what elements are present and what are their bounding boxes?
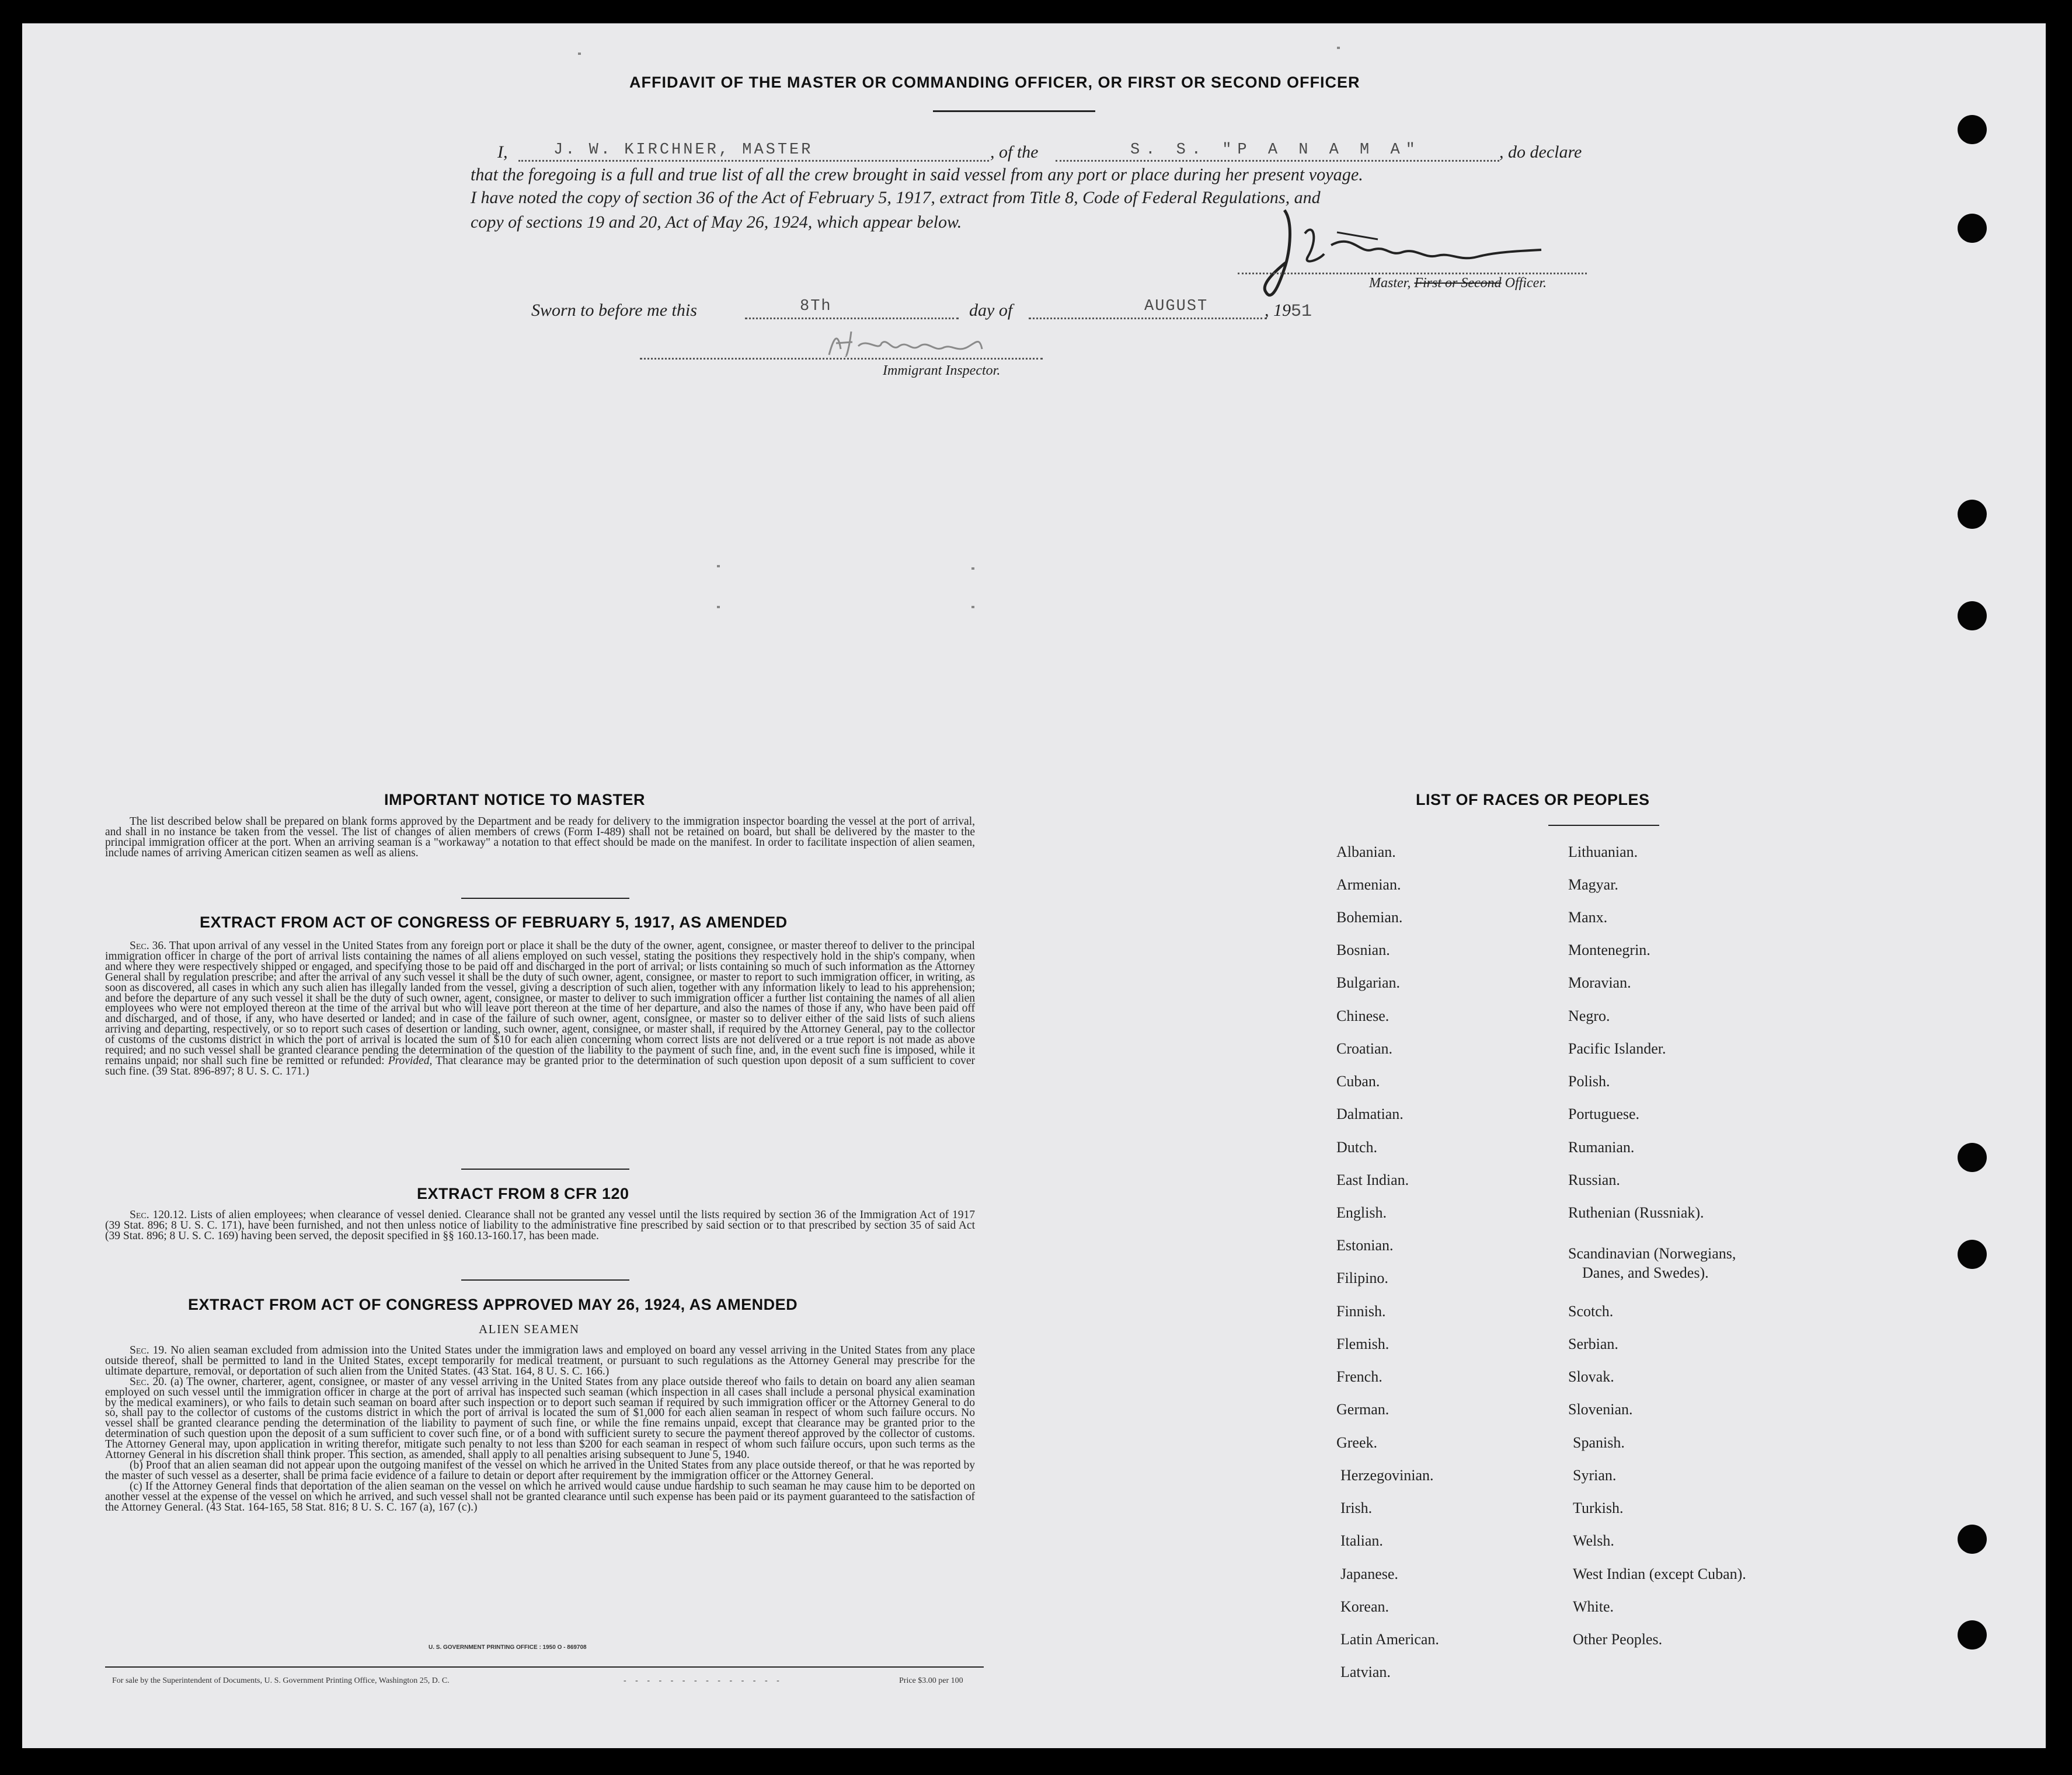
- race-col1-item: Finnish.: [1336, 1303, 1386, 1320]
- master-signature-line: [1238, 273, 1587, 274]
- year-label: [1265, 301, 1312, 322]
- race-col2-item: Scandinavian (Norwegians,: [1568, 1245, 1736, 1262]
- affidavit-title: AFFIDAVIT OF THE MASTER OR COMMANDING OFFICER, OR FIRST OR SECOND OFFICER: [629, 74, 1360, 91]
- race-col1-item: Korean.: [1340, 1598, 1390, 1615]
- officer-label-struck: First or Second: [1414, 276, 1502, 291]
- binder-hole: [1958, 1525, 1987, 1554]
- race-col1-item: Dutch.: [1336, 1139, 1378, 1156]
- sec-20a-text: (a) The owner, charterer, agent, consignee, or master of any vessel arriving in the United States from any place outside thereof who fails to detain on board any alien seaman employed on such vessel until the immigration officer in charge at the port of arrival has inspected such seaman (which inspection in all cases shall include a personal physical examination by the medical examiners), or who fails to detain such seaman on board after such inspection or to deport such seaman if required by such immigration officer or the Attorney General to do so, shall pay to the collector of customs of the customs district in which the port of arrival is located the sum of $1,000 for each alien seaman in respect of whom such failure occurs. No vessel shall be granted clearance pending the determination of the liability to payment of such fine, or while the fine remains unpaid, except that clearance may be granted prior to the determination of such question upon the deposit of a sum sufficient to cover such fine, or of a bond with sufficient surety to secure the payment thereof approved by the collector of customs. The Attorney General may, upon application in writing therefor, mitigate such penalty to not less than $200 for each seaman in respect of whom such failure occurs, upon such terms as the Attorney General in his discretion shall think proper. This section, as amended, shall apply to all penalties arising subsequent to June 5, 1940.: [105, 1375, 975, 1462]
- sec-36-text-b: That clearance may be granted prior to the determination of such question upon deposit of a sum sufficient to cover such fine. (39 Stat. 896-897; 8 U. S. C. 171.): [105, 1054, 975, 1077]
- year-field[interactable]: 51: [1291, 302, 1312, 322]
- binder-hole: [1958, 214, 1987, 243]
- sec-36-label: Sec. 36.: [130, 940, 166, 952]
- race-col2-item: Rumanian.: [1568, 1139, 1635, 1156]
- race-col2-item: Manx.: [1568, 909, 1608, 926]
- do-declare-label: , do declare: [1499, 142, 1582, 162]
- extract-1924-title: EXTRACT FROM ACT OF CONGRESS APPROVED MAY 26, 1924, AS AMENDED: [188, 1296, 798, 1313]
- race-col1-item: English.: [1336, 1204, 1387, 1221]
- race-col2-item: Syrian.: [1573, 1467, 1617, 1484]
- day-of-label: day of: [969, 301, 1013, 320]
- speck: [717, 606, 720, 608]
- officer-label: [1369, 276, 1547, 291]
- race-col1-item: East Indian.: [1336, 1171, 1409, 1188]
- declaration-line-3: I have noted the copy of section 36 of the Act of February 5, 1917, extract from Title 8, Code of Federal Regulations, and: [471, 188, 1321, 207]
- footer-dots: - - - - - - - - - - - - - -: [624, 1676, 783, 1685]
- footer-rule: [105, 1666, 984, 1668]
- race-col2-item: Serbian.: [1568, 1335, 1618, 1352]
- notice-paragraph: The list described below shall be prepared on blank forms approved by the Department and be ready for delivery to the immigration inspector boarding the vessel at the port of arrival, and shall in no instance be taken from the vessel. The list of changes of alien members of crews (Form I-489) shall not be retained on board, but shall be delivered by the master to the principal immigration officer at the port. When an arriving seaman is a "workaway" a notation to that effect should be made on the manifest. In order to facilitate inspection of alien seamen, include names of arriving American citizen seamen as well as aliens.: [105, 815, 975, 859]
- race-col1-item: Filipino.: [1336, 1270, 1388, 1286]
- inspector-signature-line: [640, 358, 1043, 360]
- sec-19-text: No alien seaman excluded from admission into the United States under the immigration laws and employed on board any vessel arriving in the United States from any place outside thereof, shall be permitted to land in the United States, except temporarily for medical treatment, or pursuant to such regulations as the Attorney General may prescribe for the ultimate departure, removal, or deportation of such alien from the United States. (43 Stat. 164, 8 U. S. C. 166.): [105, 1344, 976, 1378]
- declaration-line-4: copy of sections 19 and 20, Act of May 26, 1924, which appear below.: [471, 212, 962, 232]
- race-col2-item: Lithuanian.: [1568, 843, 1638, 860]
- pronoun-label: I,: [497, 142, 508, 162]
- race-col1-item: Irish.: [1340, 1499, 1373, 1516]
- race-col2-item: West Indian (except Cuban).: [1573, 1565, 1746, 1582]
- sec-19-paragraph: [105, 1345, 975, 1377]
- race-col2-item: Turkish.: [1573, 1499, 1624, 1516]
- race-col2-item: Moravian.: [1568, 974, 1631, 991]
- sec-120-text: Lists of alien employees; when clearance of vessel denied. Clearance shall not be granted any vessel until the lists required by section 36 of the Immigration Act of 1917 (39 Stat. 896; 8 U. S. C. 171), have been furnished, and not then unless notice of liability to the administrative fine prescribed by said section or to that prescribed by section 35 of said Act (39 Stat. 896; 8 U. S. C. 169) having been served, the deposit specified in §§ 160.13-160.17, has been made.: [105, 1209, 975, 1242]
- race-col2-item: Spanish.: [1573, 1434, 1625, 1451]
- section-divider: [461, 1169, 629, 1170]
- race-col2-item: Welsh.: [1573, 1532, 1614, 1549]
- vessel-name-field[interactable]: S. S. "P A N A M A": [1130, 141, 1421, 159]
- binder-hole: [1958, 1620, 1987, 1650]
- sec-36-paragraph: [105, 941, 975, 1077]
- inspector-label: Immigrant Inspector.: [883, 363, 1001, 378]
- race-col2-item: White.: [1573, 1598, 1614, 1615]
- section-divider: [461, 1279, 629, 1281]
- inspector-signature: [823, 320, 1010, 369]
- binder-hole: [1958, 1143, 1987, 1172]
- race-col1-item: Latvian.: [1340, 1664, 1391, 1680]
- notice-text: [105, 817, 975, 859]
- race-col1-item: Bohemian.: [1336, 909, 1403, 926]
- sec-20a-paragraph: [105, 1377, 975, 1460]
- sworn-month-line: [1029, 318, 1267, 319]
- race-col1-item: Italian.: [1340, 1532, 1383, 1549]
- race-col2-item: Danes, and Swedes).: [1582, 1264, 1709, 1281]
- sec-20-label: Sec. 20.: [130, 1375, 167, 1388]
- race-col1-item: Bosnian.: [1336, 941, 1390, 958]
- binder-hole: [1958, 500, 1987, 529]
- race-col1-item: Flemish.: [1336, 1335, 1390, 1352]
- notice-title: IMPORTANT NOTICE TO MASTER: [384, 791, 645, 808]
- race-col1-item: Croatian.: [1336, 1040, 1393, 1057]
- race-col2-item: Magyar.: [1568, 876, 1618, 893]
- of-the-label: , of the: [990, 142, 1039, 162]
- race-col1-item: Latin American.: [1340, 1631, 1439, 1648]
- race-col1-item: Armenian.: [1336, 876, 1401, 893]
- extract-8cfr-title: EXTRACT FROM 8 CFR 120: [417, 1185, 629, 1202]
- vessel-line: [1056, 160, 1499, 162]
- binder-hole: [1958, 115, 1987, 144]
- race-col1-item: Cuban.: [1336, 1073, 1380, 1090]
- race-col1-item: Greek.: [1336, 1434, 1378, 1451]
- race-col2-item: Scotch.: [1568, 1303, 1614, 1320]
- race-col2-item: Russian.: [1568, 1171, 1620, 1188]
- sworn-day-field[interactable]: 8Th: [800, 298, 832, 315]
- race-col2-item: Slovenian.: [1568, 1401, 1633, 1418]
- footer-price: Price $3.00 per 100: [899, 1676, 963, 1685]
- race-col2-item: Slovak.: [1568, 1368, 1614, 1385]
- race-col2-item: Montenegrin.: [1568, 941, 1650, 958]
- race-col2-item: Portuguese.: [1568, 1106, 1640, 1122]
- race-col1-item: Albanian.: [1336, 843, 1396, 860]
- sec-19-label: Sec. 19.: [130, 1344, 168, 1356]
- race-col1-item: French.: [1336, 1368, 1383, 1385]
- officer-label-master: Master,: [1369, 276, 1411, 291]
- race-col2-item: Ruthenian (Russniak).: [1568, 1204, 1704, 1221]
- race-col1-item: Herzegovinian.: [1340, 1467, 1434, 1484]
- race-col1-item: Japanese.: [1340, 1565, 1398, 1582]
- sworn-label: Sworn to before me this: [531, 301, 697, 320]
- sec-36-provided: Provided,: [388, 1054, 433, 1067]
- sworn-month-field[interactable]: AUGUST: [1144, 298, 1209, 315]
- speck: [1337, 47, 1340, 49]
- race-col1-item: German.: [1336, 1401, 1390, 1418]
- sec-36-text-a: That upon arrival of any vessel in the United States from any foreign port or place it shall be the duty of the owner, agent, consignee, or master thereof to deliver to the principal immigration officer in charge of the port of arrival lists containing the names of all aliens employed on such vessel, stating the positions they respectively hold in the ship's company, when and where they were respectively shipped or engaged, and specifying those to be paid off and discharged in the port of arrival; or lists containing so much of such information as the Attorney General shall by regulation prescribe; and after the arrival of any such vessel it shall be the duty of such owner, agent, consignee, or master to report to such immigration officer, in writing, as soon as discovered, all cases in which any such alien has illegally landed from the vessel, giving a description of such alien, together with any information likely to lead to his apprehension; and before the departure of any such vessel it shall be the duty of such owner, agent, consignee, or master to deliver to such immigration officer a further list containing the names of all alien employees who were not employed thereon at the time of the arrival but who will leave port thereon at the time of her departure, and also the names of those if any, who have been paid off and discharged, and of those, if any, who have deserted or landed; and in case of the failure of such owner, agent, consignee, or master so to deliver either of the said lists of such aliens arriving and departing, respectively, or so to report such cases of desertion or landing, such owner, agent, consignee, or master shall, if required by the Attorney General, pay to the collector of customs of the customs district in which the port of arrival is located the sum of $10 for each alien concerning whom correct lists are not delivered or a true report is not made as above required; and no such vessel shall be granted clearance pending the determination of the question of the liability to the payment of such fine, and, in the event such fine is imposed, while it remains unpaid; nor shall such fine be remitted or refunded:: [105, 940, 975, 1067]
- speck: [578, 53, 581, 55]
- race-col2-item: Negro.: [1568, 1007, 1610, 1024]
- speck: [717, 565, 720, 567]
- footer-sale-note: For sale by the Superintendent of Documents, U. S. Government Printing Office, Washington 25, D. C.: [112, 1676, 450, 1685]
- race-col1-item: Chinese.: [1336, 1007, 1390, 1024]
- year-prefix: , 19: [1265, 301, 1291, 320]
- binder-hole: [1958, 601, 1987, 630]
- declaration-line-2: that the foregoing is a full and true list of all the crew brought in said vessel from any port or place during her present voyage.: [471, 165, 1363, 184]
- sec-120-paragraph: [105, 1210, 975, 1242]
- race-col2-item: Polish.: [1568, 1073, 1610, 1090]
- races-title-rule: [1548, 825, 1659, 826]
- speck: [971, 567, 974, 570]
- races-title: LIST OF RACES OR PEOPLES: [1416, 791, 1650, 808]
- officer-label-end: Officer.: [1505, 276, 1547, 291]
- race-col1-item: Bulgarian.: [1336, 974, 1401, 991]
- sec-20b-paragraph: (b) Proof that an alien seaman did not appear upon the outgoing manifest of the vessel on which he arrived in the United States from any place outside thereof, or that he was reported by the master of such vessel as a deserter, shall be prima facie evidence of a failure to detain or deport after requirement by the immigration officer or the Attorney General.: [105, 1459, 975, 1482]
- extract-1917-title: EXTRACT FROM ACT OF CONGRESS OF FEBRUARY 5, 1917, AS AMENDED: [200, 913, 788, 931]
- binder-hole: [1958, 1240, 1987, 1269]
- race-col2-item: Other Peoples.: [1573, 1631, 1663, 1648]
- extract-1924-text: [105, 1345, 975, 1513]
- sec-120-label: Sec. 120.12.: [130, 1209, 187, 1221]
- race-col2-item: Pacific Islander.: [1568, 1040, 1666, 1057]
- printing-office-imprint: U. S. GOVERNMENT PRINTING OFFICE : 1950 O - 869708: [429, 1644, 587, 1651]
- section-divider: [461, 898, 629, 899]
- sec-20c-paragraph: (c) If the Attorney General finds that deportation of the alien seaman on the vessel on which he arrived would cause undue hardship to such seaman he may cause him to be deported on another vessel at the expense of the vessel on which he arrived, and such vessel shall not be granted clearance until such expense has been paid or its payment guaranteed to the satisfaction of the Attorney General. (43 Stat. 164-165, 58 Stat. 816; 8 U. S. C. 167 (a), 167 (c).): [105, 1480, 975, 1514]
- title-rule: [933, 110, 1095, 112]
- master-name-field[interactable]: J. W. KIRCHNER, MASTER: [553, 141, 813, 159]
- extract-1917-text: [105, 941, 975, 1077]
- extract-8cfr-text: [105, 1210, 975, 1242]
- speck: [971, 606, 974, 608]
- sworn-day-line: [745, 318, 959, 319]
- race-col1-item: Estonian.: [1336, 1237, 1394, 1254]
- race-col1-item: Dalmatian.: [1336, 1106, 1404, 1122]
- extract-1924-subtitle: ALIEN SEAMEN: [479, 1322, 580, 1336]
- master-name-line: [518, 160, 989, 162]
